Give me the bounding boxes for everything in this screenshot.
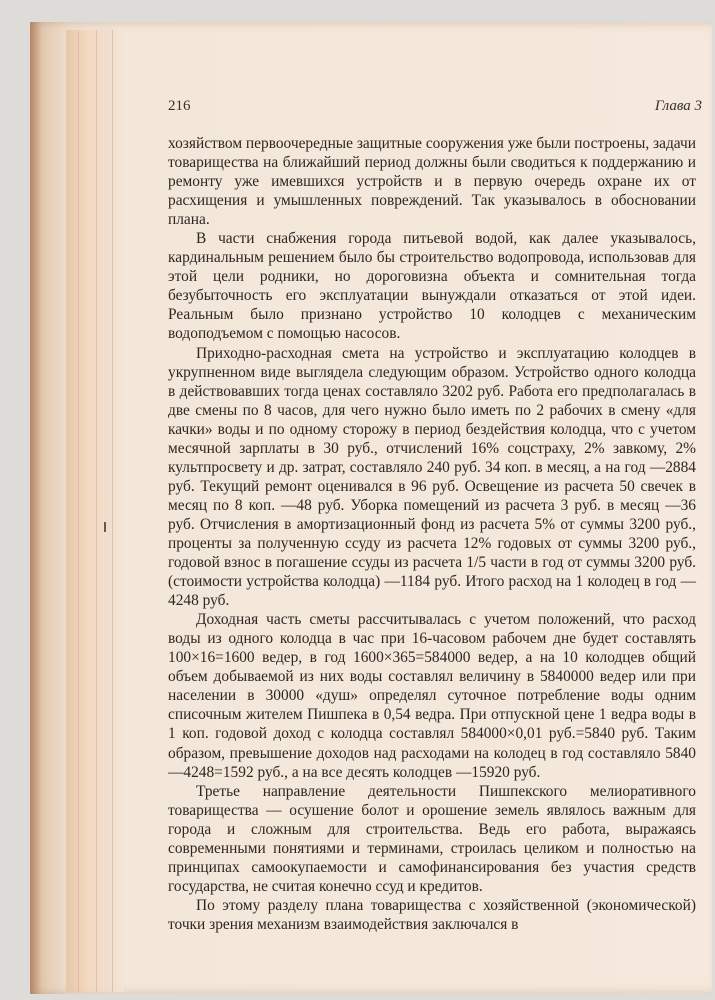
page-fore-edge — [66, 30, 124, 992]
paragraph: В части снабжения города питьевой водой, как далее указывалось, кардинальным решением было бы строительство водопровода, использовав для этой цели родники, но дороговизна объекта и сомнительная тогда безубыточность его эксплуатации вынуждали отказаться от этой идеи. Реальным было признано устройство 10 колодцев с механическим водоподъемом с помощью насосов. — [168, 230, 696, 343]
paragraph: Доходная часть сметы рассчитывалась с учетом положений, что расход воды из одного колодца в час при 16-часовом рабочем дне будет составлять 100×16=1600 ведер, в год 1600×365=584000 ведер, а на 10 колодцев общий объем добываемой из них воды составлял величину в 5840000 ведер или при населении в 30000 «душ» определял суточное потребление воды одним списочным жителем Пишпека в 0,54 ведра. При отпускной цене 1 ведра воды в 1 коп. годовой доход с колодца составлял 584000×0,01 руб.=5840 руб. Таким образом, превышение доходов над расходами на колодец в год составляло 5840—4248=1592 руб., а на все десять колодцев —15920 руб. — [168, 611, 696, 781]
page-edge-line — [96, 30, 97, 992]
margin-mark — [104, 522, 106, 532]
page-number: 216 — [168, 98, 191, 114]
paragraph: хозяйством первоочередные защитные сооружения уже были построены, задачи товарищества на ближайший период должны были сводиться к поддержанию и ремонту уже имевшихся устройств и в первую очередь охране их от расхищения и умышленных повреждений. Так указывалось в обосновании плана. — [168, 135, 696, 229]
paragraph: По этому разделу плана товарищества с хозяйственной (экономической) точки зрения механизм взаимодействия заключался в — [168, 896, 696, 933]
page-edge-line — [78, 30, 79, 992]
paragraph: Приходно-расходная смета на устройство и эксплуатацию колодцев в укрупненном виде выглядела следующим образом. Устройство одного колодца в действовавших тогда ценах составляло 3202 руб. Работа его предполагалась в две смены по 8 часов, для чего нужно было иметь по 2 рабочих в смену «для качки» воды и по одному сторожу в период бездействия колодца, что с учетом месячной зарплаты в 30 руб., отчислений 16% соцстраху, 2% завкому, 2% культпросвету и др. затрат, составляло 240 руб. 34 коп. в месяц, а на год —2884 руб. Текущий ремонт оценивался в 96 руб. Освещение из расчета 50 свечек в месяц по 8 коп. —48 руб. Уборка помещений из расчета 3 руб. в месяц —36 руб. Отчисления в амортизационный фонд из расчета 5% от суммы 3200 руб., проценты за полученную ссуду из расчета 12% годовых от суммы 3200 руб., годовой взнос в погашение ссуды из расчета 1/5 части в год от суммы 3200 руб. (стоимости устройства колодца) —1184 руб. Итого расход на 1 колодец в год —4248 руб. — [168, 344, 696, 610]
chapter-title: Глава 3 — [654, 98, 702, 114]
page-edge-line — [112, 30, 113, 992]
body-text — [168, 134, 696, 934]
paragraph: Третье направление деятельности Пишпекского мелиоративного товарищества — осушение болот и орошение земель являлось важным для города и сложным для строительства. Ведь его работа, выражаясь современными понятиями и терминами, строилась целиком и полностью на принципах самоокупаемости и самофинансирования без участия средств государства, не считая конечно ссуд и кредитов. — [168, 782, 696, 895]
running-header — [168, 98, 710, 120]
